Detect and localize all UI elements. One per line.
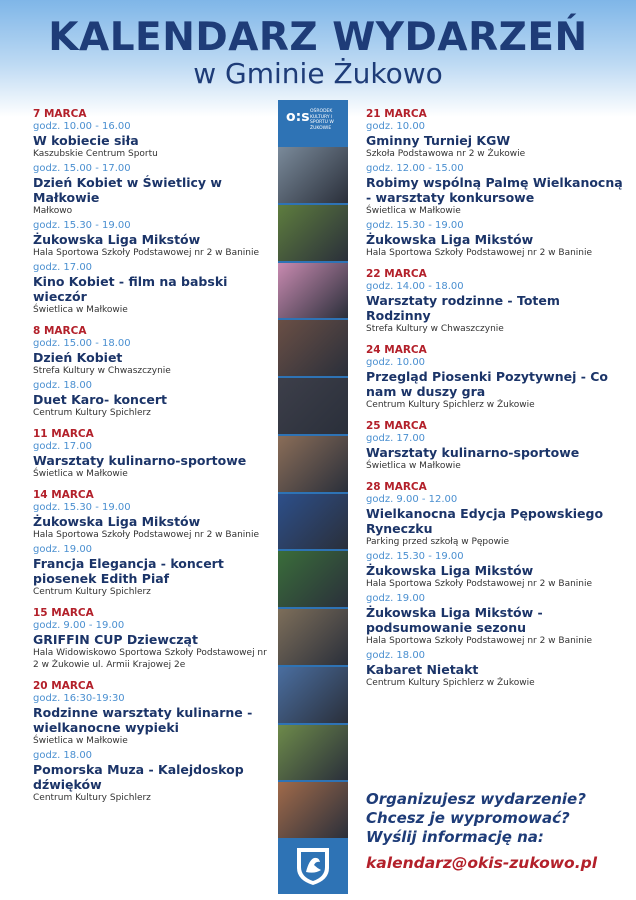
- event-item: [33, 338, 273, 377]
- event-time: godz. 19.00: [33, 544, 93, 555]
- event-place: Strefa Kultury w Chwaszczynie: [366, 324, 504, 334]
- logo-mark: o:s: [286, 109, 310, 125]
- event-time: godz. 15.30 - 19.00: [33, 502, 131, 513]
- event-date: 24 MARCA: [366, 344, 427, 356]
- logo-text: OŚRODEK KULTURY I SPORTU W ŻUKOWIE: [310, 109, 334, 131]
- event-name: Żukowska Liga Mikstów: [366, 563, 534, 578]
- event-name: Warsztaty kulinarno-sportowe: [33, 453, 247, 468]
- event-photo: [278, 147, 348, 203]
- event-name: GRIFFIN CUP Dziewcząt: [33, 632, 198, 647]
- event-place: Hala Sportowa Szkoły Podstawowej nr 2 w Baninie: [33, 248, 260, 258]
- event-name: Pomorska Muza - Kalejdoskop dźwięków: [33, 762, 244, 792]
- event-photo: [278, 436, 348, 492]
- event-time: godz. 17.00: [366, 433, 426, 444]
- event-time: godz. 18.00: [33, 380, 93, 391]
- zukowo-crest-icon: [295, 846, 331, 886]
- page-title: KALENDARZ WYDARZEŃ: [48, 15, 588, 60]
- event-item: [33, 121, 273, 160]
- event-place: Świetlica w Małkowie: [33, 469, 128, 479]
- event-item: [366, 220, 628, 259]
- event-time: godz. 12.00 - 15.00: [366, 163, 464, 174]
- event-photo: [278, 667, 348, 723]
- event-name: Żukowska Liga Mikstów: [33, 514, 201, 529]
- event-date: 25 MARCA: [366, 420, 427, 432]
- event-time: godz. 14.00 - 18.00: [366, 281, 464, 292]
- event-item: [33, 502, 273, 541]
- event-name: Duet Karo- koncert: [33, 392, 167, 407]
- event-name: Warsztaty kulinarno-sportowe: [366, 445, 580, 460]
- event-time: godz. 18.00: [33, 750, 93, 761]
- event-date: 14 MARCA: [33, 489, 94, 501]
- event-name: Francja Elegancja - koncert piosenek Edith Piaf: [33, 556, 224, 586]
- cta-line-2: Chcesz je wypromować?: [366, 809, 570, 827]
- event-photo: [278, 263, 348, 319]
- event-time: godz. 15.30 - 19.00: [33, 220, 131, 231]
- event-item: [366, 121, 628, 160]
- event-place: Strefa Kultury w Chwaszczynie: [33, 366, 171, 376]
- event-place: Hala Widowiskowo Sportowa Szkoły Podstawowej nr 2 w Żukowie ul. Armii Krajowej 2e: [33, 648, 267, 670]
- event-time: godz. 15.00 - 18.00: [33, 338, 131, 349]
- event-photo: [278, 782, 348, 838]
- event-item: [366, 551, 628, 590]
- event-item: [33, 544, 273, 598]
- event-item: [366, 433, 628, 472]
- event-name: Rodzinne warsztaty kulinarne - wielkanocne wypieki: [33, 705, 253, 735]
- event-place: Hala Sportowa Szkoły Podstawowej nr 2 w Baninie: [366, 579, 593, 589]
- event-place: Parking przed szkołą w Pępowie: [366, 537, 510, 547]
- event-item: [33, 693, 273, 747]
- event-place: Świetlica w Małkowie: [366, 461, 461, 471]
- event-place: Małkowo: [33, 206, 73, 216]
- event-item: [33, 750, 273, 804]
- event-item: [33, 620, 273, 671]
- event-item: [366, 163, 628, 217]
- event-photo: [278, 494, 348, 550]
- event-date: 21 MARCA: [366, 108, 427, 120]
- event-time: godz. 15.30 - 19.00: [366, 551, 464, 562]
- event-item: [366, 650, 628, 689]
- event-place: Centrum Kultury Spichlerz w Żukowie: [366, 400, 535, 410]
- cta-line-3: Wyślij informację na:: [366, 828, 544, 846]
- event-time: godz. 17.00: [33, 262, 93, 273]
- event-place: Centrum Kultury Spichlerz w Żukowie: [366, 678, 535, 688]
- event-time: godz. 15.00 - 17.00: [33, 163, 131, 174]
- event-date: 28 MARCA: [366, 481, 427, 493]
- event-date: 8 MARCA: [33, 325, 87, 337]
- event-place: Świetlica w Małkowie: [33, 305, 128, 315]
- event-place: Centrum Kultury Spichlerz: [33, 793, 151, 803]
- event-item: [366, 494, 628, 548]
- event-name: Warsztaty rodzinne - Totem Rodzinny: [366, 293, 560, 323]
- photo-strip: [278, 100, 348, 894]
- event-time: godz. 17.00: [33, 441, 93, 452]
- event-date: 20 MARCA: [33, 680, 94, 692]
- event-item: [33, 380, 273, 419]
- event-time: godz. 16:30-19:30: [33, 693, 125, 704]
- event-photo: [278, 551, 348, 607]
- event-place: Świetlica w Małkowie: [33, 736, 128, 746]
- event-place: Centrum Kultury Spichlerz: [33, 408, 151, 418]
- event-item: [366, 593, 628, 647]
- event-photo: [278, 378, 348, 434]
- event-date: 7 MARCA: [33, 108, 87, 120]
- event-item: [366, 281, 628, 335]
- event-place: Szkoła Podstawowa nr 2 w Żukowie: [366, 149, 526, 159]
- event-item: [33, 441, 273, 480]
- cta-line-1: Organizujesz wydarzenie?: [366, 790, 586, 808]
- event-name: Żukowska Liga Mikstów: [366, 232, 534, 247]
- event-time: godz. 19.00: [366, 593, 426, 604]
- event-name: Robimy wspólną Palmę Wielkanocną - warsztaty konkursowe: [366, 175, 623, 205]
- event-name: Gminny Turniej KGW: [366, 133, 511, 148]
- event-date: 15 MARCA: [33, 607, 94, 619]
- okis-logo: [278, 100, 348, 146]
- event-name: Dzień Kobiet w Świetlicy w Małkowie: [33, 175, 222, 205]
- event-time: godz. 9.00 - 19.00: [33, 620, 125, 631]
- event-date: 11 MARCA: [33, 428, 94, 440]
- event-place: Świetlica w Małkowie: [366, 206, 461, 216]
- event-time: godz. 10.00: [366, 121, 426, 132]
- event-item: [33, 163, 273, 217]
- event-time: godz. 18.00: [366, 650, 426, 661]
- event-name: Żukowska Liga Mikstów: [33, 232, 201, 247]
- event-time: godz. 10.00: [366, 357, 426, 368]
- event-place: Hala Sportowa Szkoły Podstawowej nr 2 w Baninie: [366, 248, 593, 258]
- event-item: [33, 262, 273, 316]
- event-place: Centrum Kultury Spichlerz: [33, 587, 151, 597]
- event-name: Kabaret Nietakt: [366, 662, 479, 677]
- right-event-column: [366, 108, 628, 689]
- event-place: Hala Sportowa Szkoły Podstawowej nr 2 w Baninie: [33, 530, 260, 540]
- event-name: Dzień Kobiet: [33, 350, 123, 365]
- event-date: 22 MARCA: [366, 268, 427, 280]
- call-to-action: [366, 790, 628, 847]
- event-place: Hala Sportowa Szkoły Podstawowej nr 2 w Baninie: [366, 636, 593, 646]
- contact-email-link[interactable]: kalendarz@okis-zukowo.pl: [366, 854, 598, 872]
- left-event-column: [33, 108, 273, 804]
- event-name: Przegląd Piosenki Pozytywnej - Co nam w duszy gra: [366, 369, 609, 399]
- event-photo: [278, 205, 348, 261]
- event-item: [366, 357, 628, 411]
- event-photo: [278, 609, 348, 665]
- event-time: godz. 9.00 - 12.00: [366, 494, 458, 505]
- event-item: [33, 220, 273, 259]
- event-name: Wielkanocna Edycja Pępowskiego Ryneczku: [366, 506, 604, 536]
- event-name: Kino Kobiet - film na babski wieczór: [33, 274, 228, 304]
- event-place: Kaszubskie Centrum Sportu: [33, 149, 158, 159]
- page-subtitle: w Gminie Żukowo: [193, 57, 443, 90]
- event-photo: [278, 725, 348, 781]
- event-photo: [278, 320, 348, 376]
- event-time: godz. 15.30 - 19.00: [366, 220, 464, 231]
- event-name: Żukowska Liga Mikstów - podsumowanie sezonu: [366, 605, 543, 635]
- event-time: godz. 10.00 - 16.00: [33, 121, 131, 132]
- event-name: W kobiecie siła: [33, 133, 139, 148]
